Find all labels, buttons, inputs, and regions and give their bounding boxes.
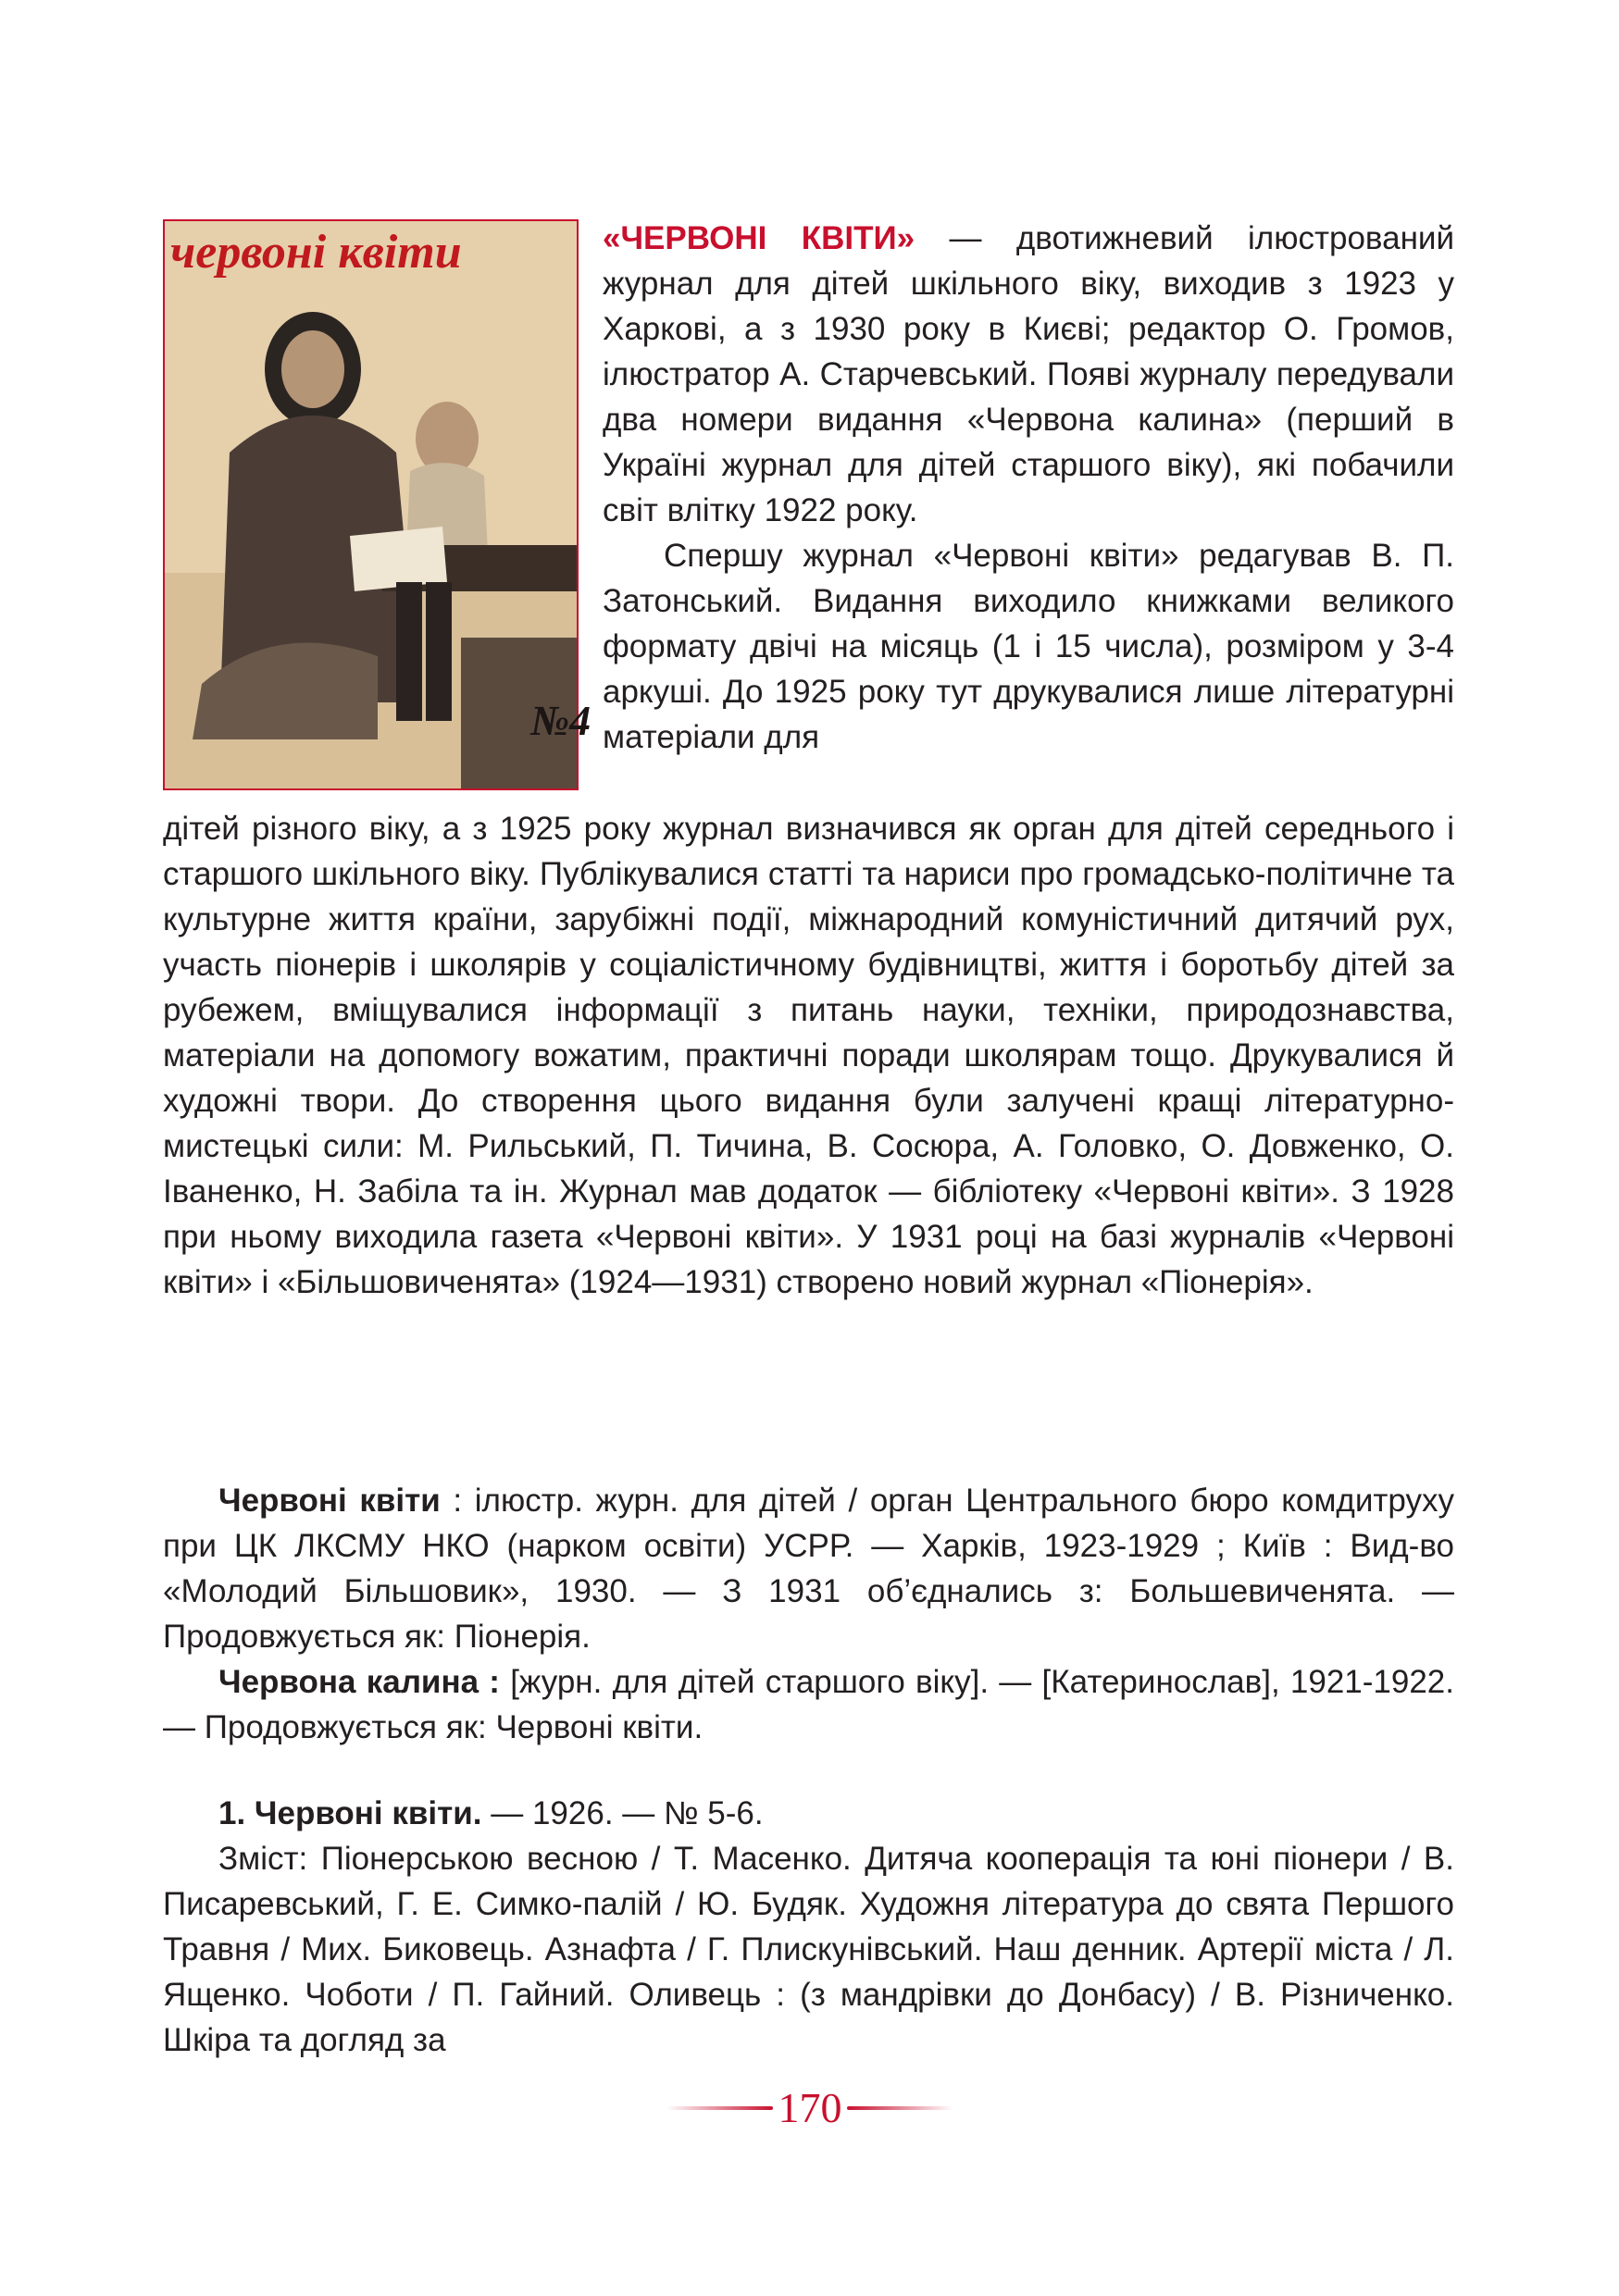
catalog-entry	[163, 1791, 1454, 2063]
page-number-rule-right	[847, 2106, 953, 2110]
article-intro	[603, 216, 1454, 760]
page-number-rule-left	[666, 2106, 773, 2110]
issue-mark: №4	[530, 697, 592, 744]
magazine-cover-image	[163, 219, 592, 790]
article-paragraph-2-continued: дітей різного віку, а з 1925 року журнал визначився як орган для дітей середнього і старшого шкільного віку. Публікувалися статті та нариси про громадсько-політичне та культурне життя країни, зарубіжні події, міжнародний комуністичний дитячий рух, участь піонерів і школярів у соціалістичному будівництві, життя і боротьбу дітей за рубежем, вміщувалися інформації з питань науки, техніки, природознавства, матеріали на допомогу вожатим, практичні поради школярам тощо. Друкувалися й художні твори. До створення цього видання були залучені кращі літературно-мистецькі сили: М. Рильський, П. Тичина, В. Сосюра, А. Головко, О. Довженко, О. Іваненко, Н. Забіла та ін. Журнал мав додаток — бібліотеку «Червоні квіти». З 1928 при ньому виходила газета «Червоні квіти». У 1931 році на базі журналів «Червоні квіти» і «Більшовиченята» (1924—1931) створено новий журнал «Піонерія».	[163, 811, 1454, 1300]
page-number: 170	[778, 2084, 842, 2131]
reference-text: : ілюстр. журн. для дітей / орган Центрального бюро комдитруху при ЦК ЛКСМУ НКО (нарком освіти) УСРР. — Харків, 1923-1929 ; Київ : Вид-во «Молодий Більшовик», 1930. — З 1931 об’єднались з: Большевиченята. — Продовжується як: Піонерія.	[163, 1483, 1454, 1655]
reference-title: Червона калина :	[218, 1664, 500, 1700]
reference-item	[163, 1478, 1454, 1659]
bibliographic-references	[163, 1478, 1454, 1750]
masthead-text: червоні квіти	[170, 226, 462, 279]
article-paragraph-2-start: Спершу журнал «Червоні квіти» редагував В. П. Затонський. Видання виходило книжками великого формату двічі на місяць (1 і 15 числа), розміром у 3-4 аркуші. До 1925 року тут друкувалися лише літературні матеріали для	[603, 538, 1454, 755]
article-title: «ЧЕРВОНІ КВІТИ»	[603, 220, 915, 256]
reference-title: Червоні квіти	[218, 1483, 441, 1519]
entry-title: 1. Червоні квіти.	[218, 1795, 482, 1831]
article-paragraph-1: — двотижневий ілюстрований журнал для дітей шкільного віку, виходив з 1923 у Харкові, а з 1930 року в Києві; редактор О. Громов, ілюстратор А. Старчевський. Появі журналу передували два номери видання «Червона калина» (перший в Україні журнал для дітей старшого віку), які побачили світ влітку 1922 року.	[603, 220, 1454, 528]
entry-contents: Зміст: Піонерською весною / Т. Масенко. Дитяча кооперація та юні піонери / В. Писаревський, Г. Е. Симко-палій / Ю. Будяк. Художня література до свята Першого Травня / Мих. Биковець. Азнафта / Г. Плискунівський. Наш денник. Артерії міста / Л. Ященко. Чоботи / П. Гайний. Оливець : (з мандрівки до Донбасу) / В. Різниченко. Шкіра та догляд за	[163, 1841, 1454, 2058]
page-number-block	[666, 2085, 953, 2141]
reference-item	[163, 1659, 1454, 1750]
entry-heading	[163, 1791, 1454, 1836]
entry-heading-rest: — 1926. — № 5-6.	[481, 1795, 764, 1831]
reference-text: [журн. для дітей старшого віку]. — [Катеринослав], 1921-1922. — Продовжується як: Червоні квіти.	[163, 1664, 1455, 1745]
